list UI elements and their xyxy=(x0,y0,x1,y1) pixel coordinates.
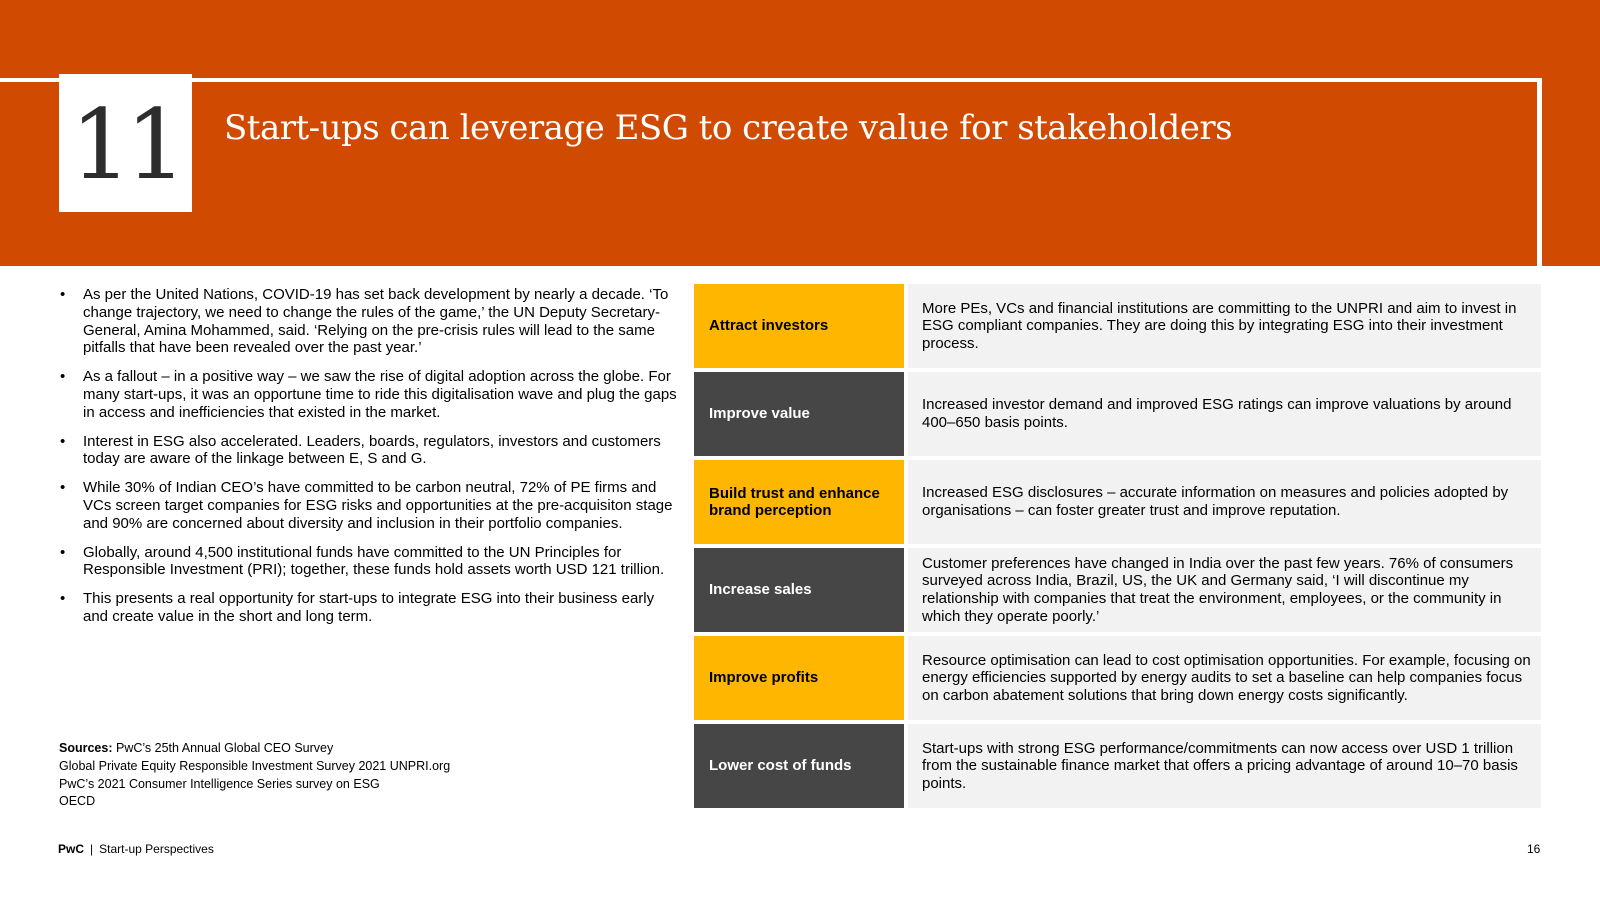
page-number: 16 xyxy=(1527,842,1541,856)
table-row xyxy=(694,548,1541,632)
bullet-item: • Interest in ESG also accelerated. Leaders, boards, regulators, investors and customers today are aware of the linkage between E, S and G. xyxy=(58,433,683,469)
table-row xyxy=(694,372,1541,456)
sources-line xyxy=(59,740,450,758)
sources-text: PwC’s 25th Annual Global CEO Survey xyxy=(115,741,334,755)
row-description: More PEs, VCs and financial institutions are committing to the UNPRI and aim to invest in ESG compliant companies. They are doing this by integrating ESG into their investment process. xyxy=(908,284,1541,368)
row-description: Increased ESG disclosures – accurate information on measures and policies adopted by organisations – can foster greater trust and improve reputation. xyxy=(908,460,1541,544)
page-title: Start-ups can leverage ESG to create value for stakeholders xyxy=(224,108,1233,148)
row-description: Increased investor demand and improved ESG ratings can improve valuations by around 400–650 basis points. xyxy=(908,372,1541,456)
row-label: Attract investors xyxy=(694,284,904,368)
footer-publication: Start-up Perspectives xyxy=(99,842,214,856)
banner-frame-line-right xyxy=(1537,78,1542,266)
row-label: Build trust and enhance brand perception xyxy=(694,460,904,544)
sources-line: OECD xyxy=(59,794,96,809)
sources-label: Sources: xyxy=(59,741,113,755)
section-number: 11 xyxy=(70,89,181,201)
value-table xyxy=(694,284,1541,812)
bullet-item: • While 30% of Indian CEO’s have committed to be carbon neutral, 72% of PE firms and VCs screen target companies for ESG risks and opportunities at the pre-acquisiton stage and 90% are concerned about diversity and inclusion in their portfolio companies. xyxy=(58,479,683,532)
sources-line: Global Private Equity Responsible Investment Survey 2021 UNPRI.org xyxy=(59,758,451,773)
row-label: Lower cost of funds xyxy=(694,724,904,808)
banner-frame-line-left xyxy=(0,78,60,82)
bullet-list xyxy=(58,286,683,637)
footer-brand: PwC xyxy=(58,842,85,856)
row-label: Increase sales xyxy=(694,548,904,632)
row-description: Start-ups with strong ESG performance/commitments can now access over USD 1 trillion from the sustainable finance market that offers a pricing advantage of around 10–70 basis points. xyxy=(908,724,1541,808)
sources-line: PwC’s 2021 Consumer Intelligence Series survey on ESG xyxy=(59,776,380,791)
bullet-item: • This presents a real opportunity for start-ups to integrate ESG into their business early and create value in the short and long term. xyxy=(58,590,683,626)
table-row xyxy=(694,636,1541,720)
table-row xyxy=(694,284,1541,368)
table-row xyxy=(694,724,1541,808)
row-label: Improve value xyxy=(694,372,904,456)
footer-separator: | xyxy=(90,842,94,856)
banner-frame-line-top xyxy=(180,78,1542,82)
row-description: Customer preferences have changed in India over the past few years. 76% of consumers surveyed across India, Brazil, US, the UK and Germany said, ‘I will discontinue my relationship with companies that treat the environment, employees, or the community in which they operate poorly.’ xyxy=(908,548,1541,632)
table-row xyxy=(694,460,1541,544)
bullet-item: • As per the United Nations, COVID-19 has set back development by nearly a decade. ‘To change trajectory, we need to change the rules of the game,’ the UN Deputy Secretary-General, Amina Mohammed, said. ‘Relying on the pre-crisis rules will lead to the same pitfalls that have been revealed over the past year.’ xyxy=(58,286,683,357)
footer xyxy=(58,842,214,856)
bullet-item: • Globally, around 4,500 institutional funds have committed to the UN Principles for Responsible Investment (PRI); together, these funds hold assets worth USD 121 trillion. xyxy=(58,544,683,580)
section-number-box xyxy=(59,74,192,212)
row-description: Resource optimisation can lead to cost optimisation opportunities. For example, focusing on energy efficiencies supported by energy audits to set a baseline can help companies focus on carbon abatement solutions that bring down energy costs significantly. xyxy=(908,636,1541,720)
bullet-item: • As a fallout – in a positive way – we saw the rise of digital adoption across the globe. For many start-ups, it was an opportune time to ride this digitalisation wave and plug the gaps in access and inefficiencies that existed in the market. xyxy=(58,368,683,421)
row-label: Improve profits xyxy=(694,636,904,720)
sources-block xyxy=(59,740,450,811)
